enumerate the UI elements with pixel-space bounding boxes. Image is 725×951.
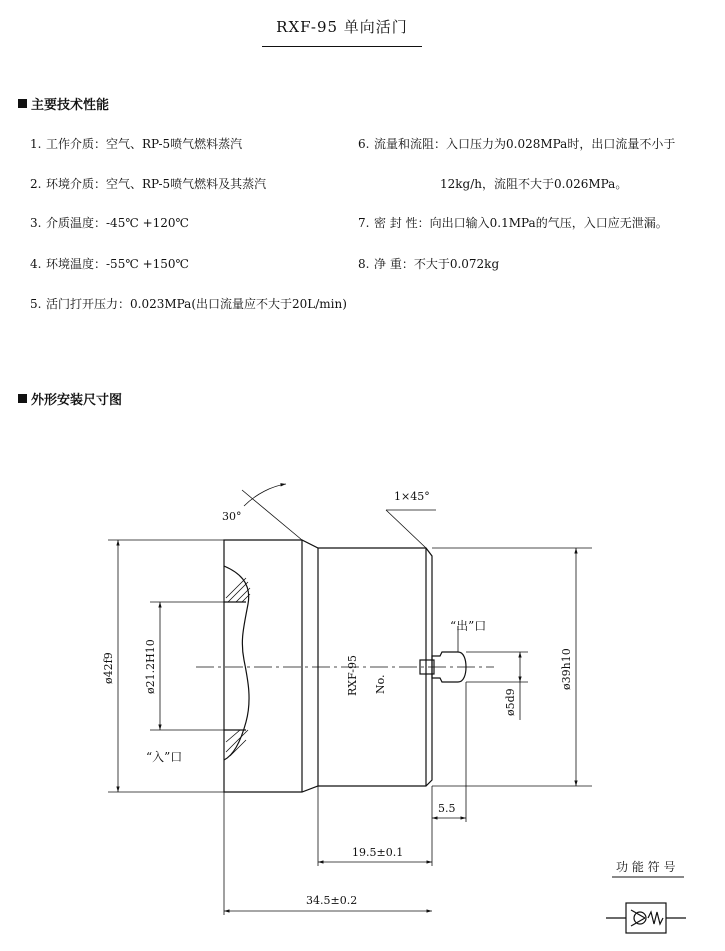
dim-34-5-label: 34.5±0.2 <box>306 894 358 907</box>
spec-text: 环境温度：-55℃ +150℃ <box>46 257 189 271</box>
valve-body-outline <box>224 540 432 792</box>
outlet-label: “出”口 <box>450 619 487 633</box>
chamfer-leader <box>386 510 426 548</box>
chamfer-label: 1×45° <box>394 490 430 503</box>
spec-number: 3. <box>30 216 42 230</box>
dia-nozzle-label: ø5d9 <box>504 688 517 716</box>
dia-inner-label: ø21.2H10 <box>144 639 157 694</box>
number-mark: No. <box>374 674 387 694</box>
section-heading-specs-label: 主要技术性能 <box>31 98 110 113</box>
spec-text: 工作介质：空气、RP-5喷气燃料蒸汽 <box>46 137 243 151</box>
spec-number: 6. <box>358 137 370 151</box>
extension-lines <box>108 490 592 915</box>
spec-number: 7. <box>358 216 370 230</box>
spec-number: 5. <box>30 297 42 311</box>
cutaway-break-curve <box>224 566 249 760</box>
spec-text: 环境介质：空气、RP-5喷气燃料及其蒸汽 <box>46 177 267 191</box>
spec-number: 8. <box>358 257 370 271</box>
angle-label: 30° <box>222 510 242 523</box>
dia-outer-label: ø42f9 <box>102 652 115 684</box>
spec-text: 活门打开压力：0.023MPa(出口流量应不大于20L/min) <box>46 297 347 311</box>
spec-text: 12kg/h，流阻不大于0.026MPa。 <box>440 177 628 191</box>
section-heading-drawing-label: 外形安装尺寸图 <box>31 393 123 408</box>
spec-text: 介质温度：-45℃ +120℃ <box>46 216 189 230</box>
spec-number: 4. <box>30 257 42 271</box>
angle-arc <box>244 484 286 506</box>
spec-text: 流量和流阻：入口压力为0.028MPa时，出口流量不小于 <box>374 137 676 151</box>
spec-text: 密 封 性：向出口输入0.1MPa的气压，入口应无泄漏。 <box>374 216 668 230</box>
inlet-label: “入”口 <box>146 750 183 764</box>
function-symbol-label: 功 能 符 号 <box>616 860 676 874</box>
spec-number: 1. <box>30 137 42 151</box>
model-mark: RXF-95 <box>346 655 359 696</box>
page-title: RXF-95 单向活门 <box>276 18 408 36</box>
dim-5-5-label: 5.5 <box>438 802 456 815</box>
dim-19-5-label: 19.5±0.1 <box>352 846 404 859</box>
check-valve-symbol-icon <box>606 903 686 933</box>
spec-text: 净 重：不大于0.072kg <box>374 257 500 271</box>
spec-number: 2. <box>30 177 42 191</box>
dia-body-label: ø39h10 <box>560 648 573 690</box>
